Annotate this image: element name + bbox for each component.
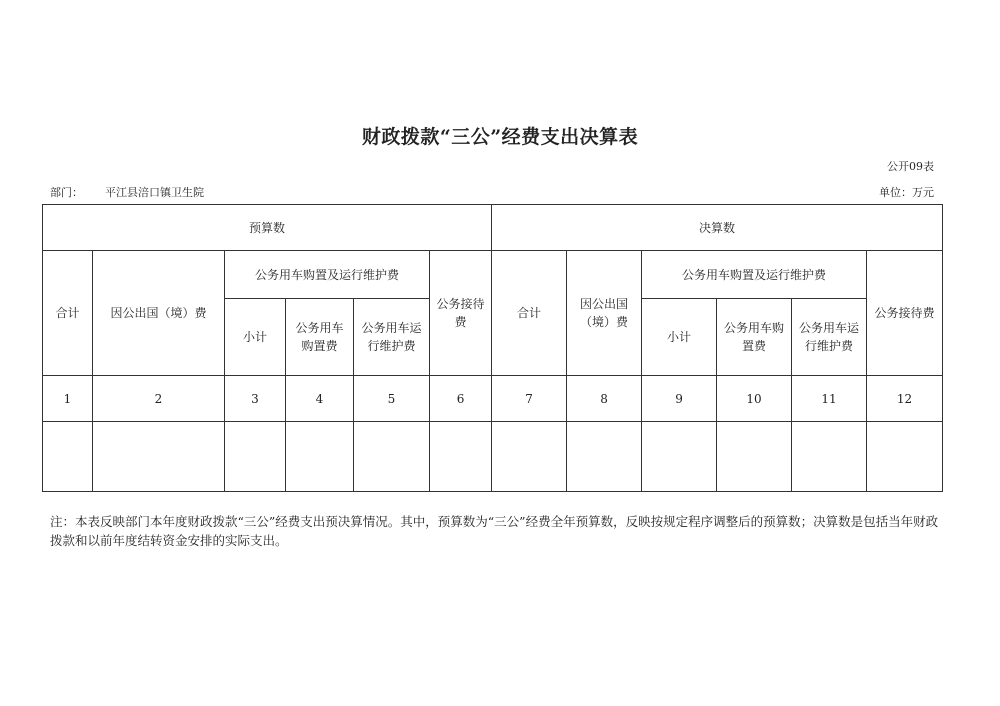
column-number-row [43, 376, 943, 422]
footnote: 注：本表反映部门本年度财政拨款“三公”经费支出预决算情况。其中，预算数为“三公”经费全年预算数，反映按规定程序调整后的预算数；决算数是包括当年财政拨款和以前年度结转资金安排的实际支出。 [50, 514, 939, 548]
budget-header: 预算数 [43, 205, 492, 251]
column-number: 11 [792, 376, 867, 422]
data-cell [93, 422, 225, 492]
unit-label: 单位：万元 [879, 186, 934, 199]
data-cell [642, 422, 717, 492]
expense-table [42, 204, 943, 492]
data-cell [43, 422, 93, 492]
final-vehicle-operation-header: 公务用车运行维护费 [792, 299, 867, 376]
data-cell [492, 422, 567, 492]
data-cell [225, 422, 286, 492]
data-cell [430, 422, 492, 492]
column-number: 12 [867, 376, 943, 422]
final-reception-header: 公务接待费 [867, 251, 943, 376]
page-title: 财政拨款“三公”经费支出决算表 [361, 126, 639, 148]
final-subtotal-header: 小计 [642, 299, 717, 376]
budget-vehicle-group-header: 公务用车购置及运行维护费 [225, 251, 430, 299]
column-number: 3 [225, 376, 286, 422]
budget-total-header: 合计 [43, 251, 93, 376]
budget-reception-header: 公务接待费 [430, 251, 492, 376]
final-vehicle-group-header: 公务用车购置及运行维护费 [642, 251, 867, 299]
column-number: 6 [430, 376, 492, 422]
column-number: 2 [93, 376, 225, 422]
budget-abroad-header: 因公出国（境）费 [93, 251, 225, 376]
data-cell [792, 422, 867, 492]
column-number: 10 [717, 376, 792, 422]
column-number: 7 [492, 376, 567, 422]
final-abroad-header: 因公出国（境）费 [567, 251, 642, 376]
budget-vehicle-operation-header: 公务用车运行维护费 [354, 299, 430, 376]
column-number: 1 [43, 376, 93, 422]
column-number: 5 [354, 376, 430, 422]
final-vehicle-purchase-header: 公务用车购置费 [717, 299, 792, 376]
data-cell [286, 422, 354, 492]
budget-subtotal-header: 小计 [225, 299, 286, 376]
data-cell [567, 422, 642, 492]
department-name: 平江县涪口镇卫生院 [105, 186, 204, 199]
final-header: 决算数 [492, 205, 943, 251]
column-number: 4 [286, 376, 354, 422]
data-cell [867, 422, 943, 492]
form-number: 公开09表 [887, 160, 934, 173]
department-label: 部门： [50, 186, 83, 199]
budget-vehicle-purchase-header: 公务用车购置费 [286, 299, 354, 376]
data-cell [717, 422, 792, 492]
final-total-header: 合计 [492, 251, 567, 376]
data-row [43, 422, 943, 492]
column-number: 9 [642, 376, 717, 422]
column-number: 8 [567, 376, 642, 422]
department-line [50, 184, 204, 200]
data-cell [354, 422, 430, 492]
